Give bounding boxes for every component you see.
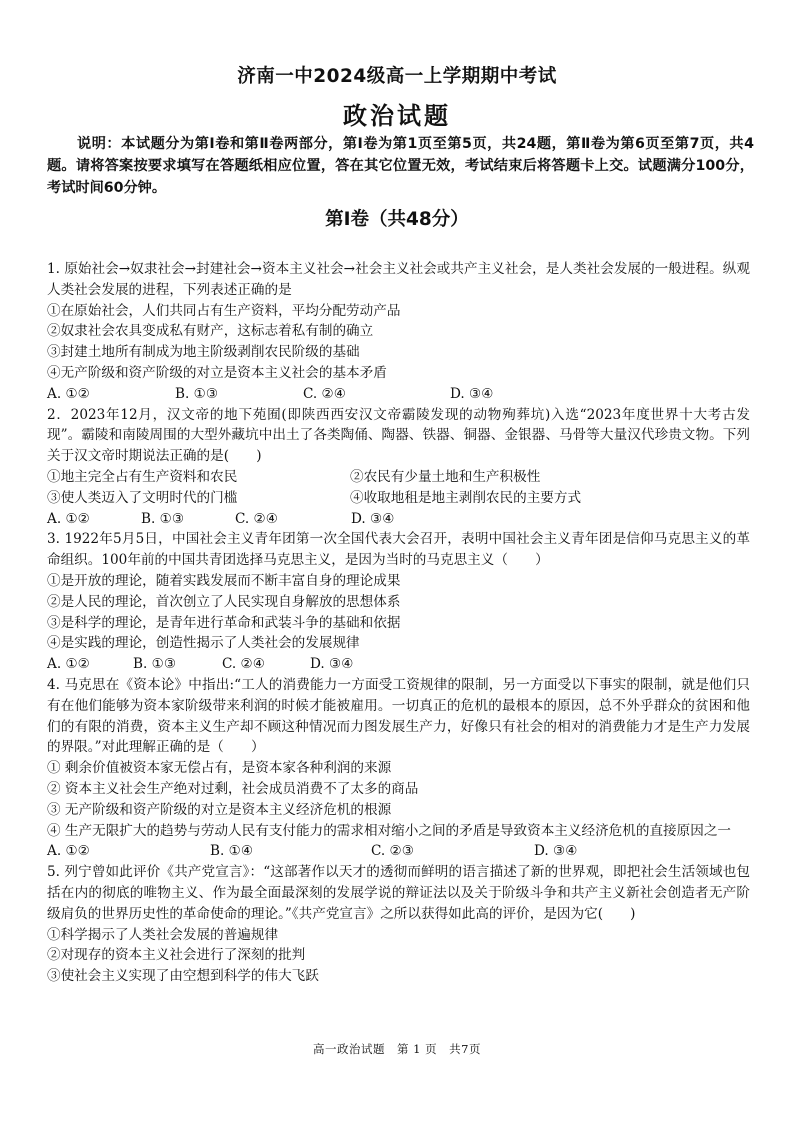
statement-option: ②对现存的资本主义社会进行了深刻的批判 (47, 947, 306, 964)
choice-a: A. ①② (47, 843, 90, 860)
statement-option: ③封建土地所有制成为地主阶级剥削农民阶级的基础 (47, 344, 360, 361)
statement-option: ②奴隶社会农具变成私有财产，这标志着私有制的确立 (47, 323, 374, 340)
statement-option: ①地主完全占有生产资料和农民 (47, 468, 238, 485)
statement-option: ④收取地租是地主剥削农民的主要方式 (350, 489, 582, 506)
choice-c: C. ②③ (371, 843, 414, 860)
question-5 (47, 862, 750, 987)
section-title: 第Ⅰ卷（共48分） (325, 209, 469, 230)
choice-d: D. ③④ (351, 510, 395, 527)
statement-option: ③使人类迈入了文明时代的门槛 (47, 489, 238, 506)
statement-option: ②是人民的理论，首次创立了人民实现自身解放的思想体系 (47, 593, 401, 610)
subject-title: 政治试题 (343, 102, 451, 130)
statement-option: ③ 无产阶级和资产阶级的对立是资本主义经济危机的根源 (47, 801, 392, 818)
page-footer: 高一政治试题 第 1 页 共7页 (313, 1042, 481, 1056)
choice-b: B. ①③ (175, 385, 219, 402)
question-stem: 5. 列宁曾如此评价《共产党宣言》：“这部著作以天才的透彻而鲜明的语言描述了新的世界观，即把社会生活领域也包括在内的彻底的唯物主义、作为最全面最深刻的发展学说的辩证法以及关于阶级斗争和共产主义新社会创造者无产阶级肩负的世界历史性的革命使命的理论。”《共产党宣言》之所以获得如此高的评价，是因为它( ) (47, 864, 750, 922)
question-3 (47, 529, 750, 675)
choice-a: A. ①② (47, 656, 90, 673)
question-4 (47, 675, 750, 862)
choice-d: D. ③④ (534, 843, 578, 860)
statement-option: ①在原始社会，人们共同占有生产资料，平均分配劳动产品 (47, 302, 401, 319)
answer-choices (47, 841, 750, 862)
statement-option: ② 资本主义社会生产绝对过剩，社会成员消费不了太多的商品 (47, 780, 419, 797)
statement-option: ③是科学的理论，是青年进行革命和武装斗争的基础和依据 (47, 614, 401, 631)
statement-option: ④是实践的理论，创造性揭示了人类社会的发展规律 (47, 635, 360, 652)
choice-b: B. ①③ (141, 510, 185, 527)
question-stem: 4. 马克思在《资本论》中指出:“工人的消费能力一方面受工资规律的限制，另一方面受以下事实的限制，就是他们只有在他们能够为资本家阶级带来利润的时候才能被雇用。一切真正的危机的最根本的原因，总不外乎群众的贫困和他们的有限的消费，资本主义生产却不顾这种情况而力图发展生产力，好像只有社会的相对的消费能力才是生产力发展的界限。”对此理解正确的是（ ） (47, 676, 750, 756)
statement-option: ③使社会主义实现了由空想到科学的伟大飞跃 (47, 968, 319, 985)
statement-option: ②农民有少量土地和生产积极性 (350, 468, 541, 485)
statement-option: ④无产阶级和资产阶级的对立是资本主义社会的基本矛盾 (47, 364, 387, 381)
answer-choices (47, 654, 750, 675)
choice-d: D. ③④ (310, 656, 354, 673)
choice-c: C. ②④ (222, 656, 265, 673)
question-list (47, 259, 750, 987)
choice-c: C. ②④ (303, 385, 346, 402)
choice-c: C. ②④ (235, 510, 278, 527)
statement-row (47, 467, 750, 488)
question-1 (47, 259, 750, 405)
statement-option: ①科学揭示了人类社会发展的普遍规律 (47, 926, 279, 943)
statement-row (47, 488, 750, 509)
choice-d: D. ③④ (450, 385, 494, 402)
question-stem: 2．2023年12月，汉文帝的地下苑囿(即陕西西安汉文帝霸陵发现的动物殉葬坑)入选“2023年度世界十大考古发现”。霸陵和南陵周围的大型外藏坑中出土了各类陶俑、陶器、铁器、铜器、金银器、马骨等大量汉代珍贵文物。下列关于汉文帝时期说法正确的是( ) (47, 406, 750, 465)
statement-option: ④ 生产无限扩大的趋势与劳动人民有支付能力的需求相对缩小之间的矛盾是导致资本主义经济危机的直接原因之一 (47, 822, 732, 839)
choice-b: B. ①④ (210, 843, 254, 860)
exam-title: 济南一中2024级高一上学期期中考试 (237, 66, 557, 87)
statement-option: ① 剩余价值被资本家无偿占有，是资本家各种利润的来源 (47, 760, 392, 777)
choice-a: A. ①② (47, 510, 90, 527)
statement-option: ①是开放的理论，随着实践发展而不断丰富自身的理论成果 (47, 572, 401, 589)
answer-choices (47, 509, 750, 530)
question-stem: 1. 原始社会→奴隶社会→封建社会→资本主义社会→社会主义社会或共产主义社会，是人类社会发展的一般进程。纵观人类社会发展的进程，下列表述正确的是 (47, 261, 750, 298)
answer-choices (47, 384, 750, 405)
choice-b: B. ①③ (133, 656, 177, 673)
question-2 (47, 405, 750, 530)
instructions: 说明：本试题分为第Ⅰ卷和第Ⅱ卷两部分，第Ⅰ卷为第1页至第5页，共24题，第Ⅱ卷为第6页至第7页，共4题。请将答案按要求填写在答题纸相应位置，答在其它位置无效，考试结束后将答题卡上交。试题满分100分，考试时间60分钟。 (47, 136, 754, 196)
choice-a: A. ①② (47, 385, 90, 402)
question-stem: 3. 1922年5月5日，中国社会主义青年团第一次全国代表大会召开，表明中国社会主义青年团是信仰马克思主义的革命组织。100年前的中国共青团选择马克思主义，是因为当时的马克思主义（ ） (47, 531, 750, 569)
